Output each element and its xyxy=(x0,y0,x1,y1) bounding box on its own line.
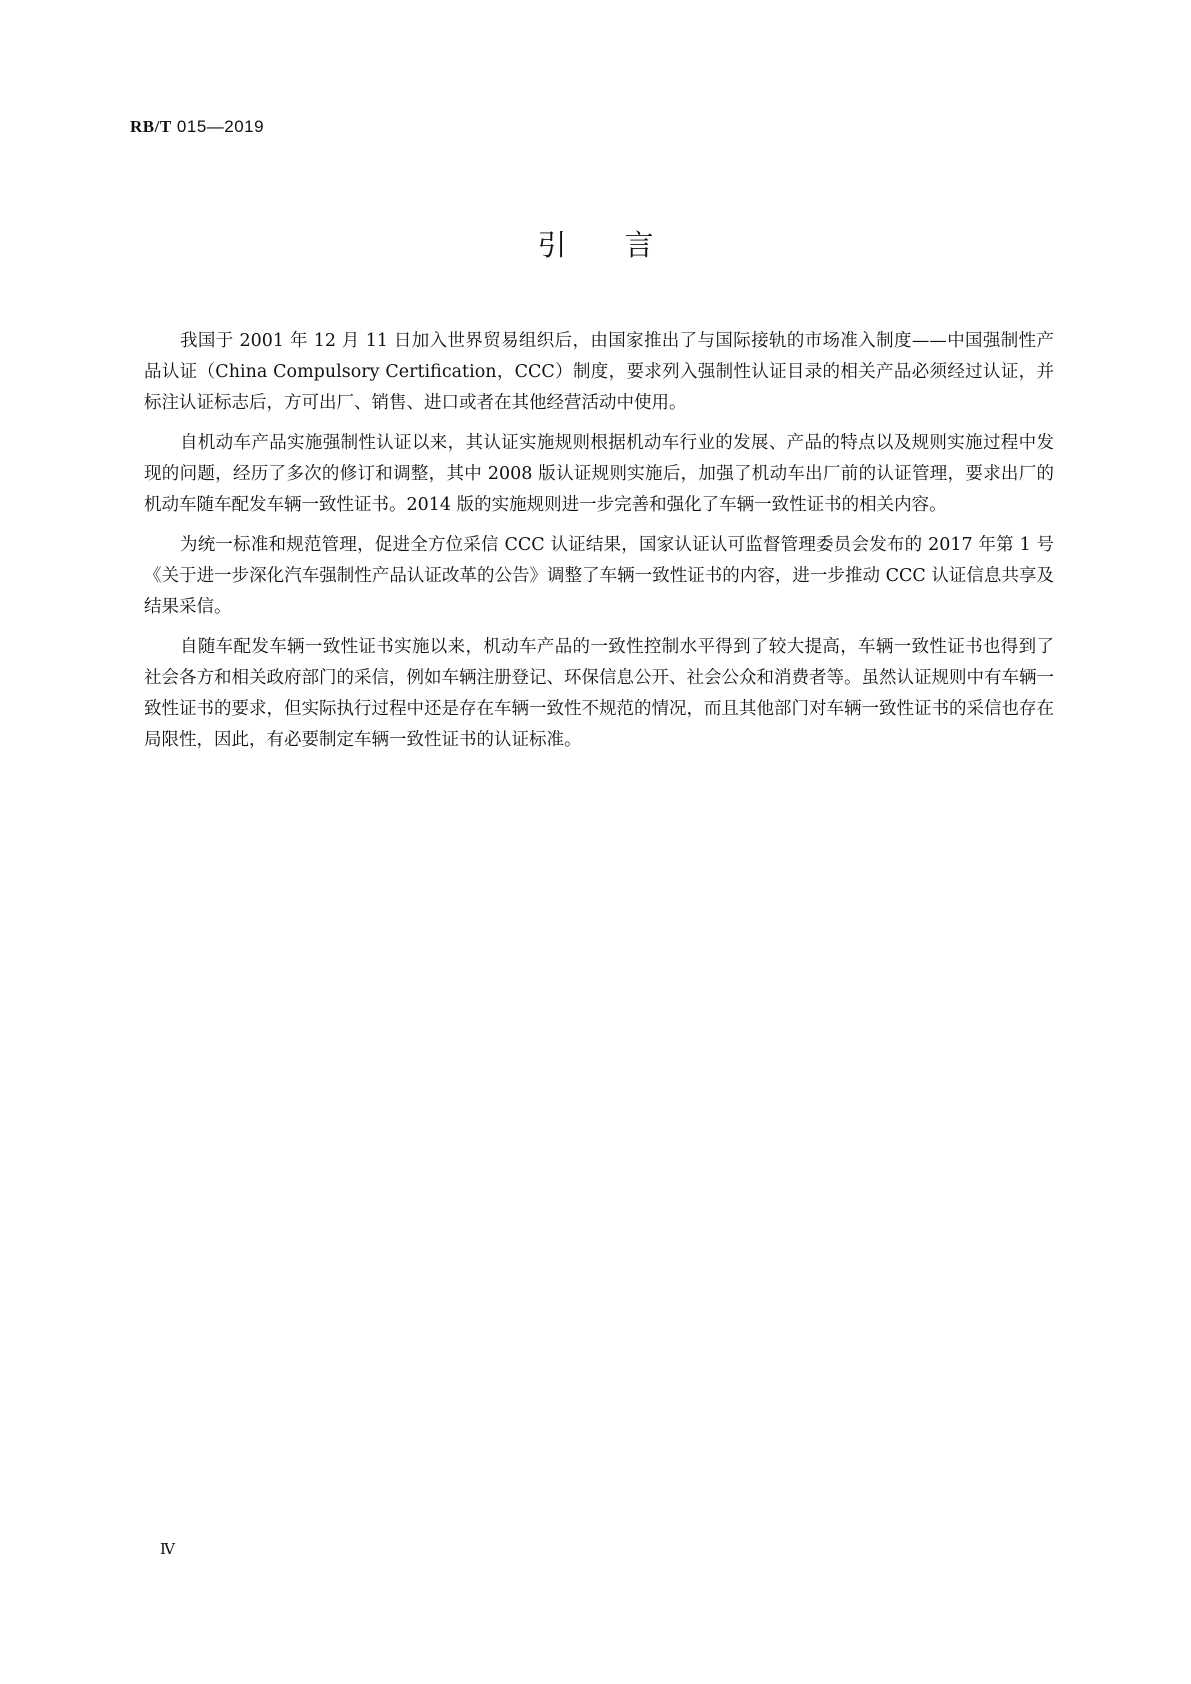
paragraph-2: 自机动车产品实施强制性认证以来，其认证实施规则根据机动车行业的发展、产品的特点以及规则实施过程中发现的问题，经历了多次的修订和调整，其中 2008 版认证规则实施后，加强了机动车出厂前的认证管理，要求出厂的机动车随车配发车辆一致性证书。2014 版的实施规则进一步完善和强化了车辆一致性证书的相关内容。 xyxy=(144,433,1054,515)
paragraph-1: 我国于 2001 年 12 月 11 日加入世界贸易组织后，由国家推出了与国际接轨的市场准入制度——中国强制性产品认证（China Compulsory Certification，CCC）制度，要求列入强制性认证目录的相关产品必须经过认证，并标注认证标志后，方可出厂、销售、进口或者在其他经营活动中使用。 xyxy=(144,331,1054,413)
section-title-char-1: 引 xyxy=(537,228,567,262)
document-code xyxy=(130,117,264,137)
document-code-prefix: RB/T xyxy=(130,117,172,136)
section-title-char-2: 言 xyxy=(624,228,654,262)
paragraph-3: 为统一标准和规范管理，促进全方位采信 CCC 认证结果，国家认证认可监督管理委员会发布的 2017 年第 1 号《关于进一步深化汽车强制性产品认证改革的公告》调整了车辆一致性证书的内容，进一步推动 CCC 认证信息共享及结果采信。 xyxy=(144,535,1054,617)
page-number: Ⅳ xyxy=(160,1540,175,1558)
introduction-body xyxy=(144,326,1054,765)
document-code-number: 015—2019 xyxy=(171,117,265,136)
section-title xyxy=(0,223,1191,264)
paragraph-4: 自随车配发车辆一致性证书实施以来，机动车产品的一致性控制水平得到了较大提高，车辆一致性证书也得到了社会各方和相关政府部门的采信，例如车辆注册登记、环保信息公开、社会公众和消费者等。虽然认证规则中有车辆一致性证书的要求，但实际执行过程中还是存在车辆一致性不规范的情况，而且其他部门对车辆一致性证书的采信也存在局限性，因此，有必要制定车辆一致性证书的认证标准。 xyxy=(144,637,1054,750)
